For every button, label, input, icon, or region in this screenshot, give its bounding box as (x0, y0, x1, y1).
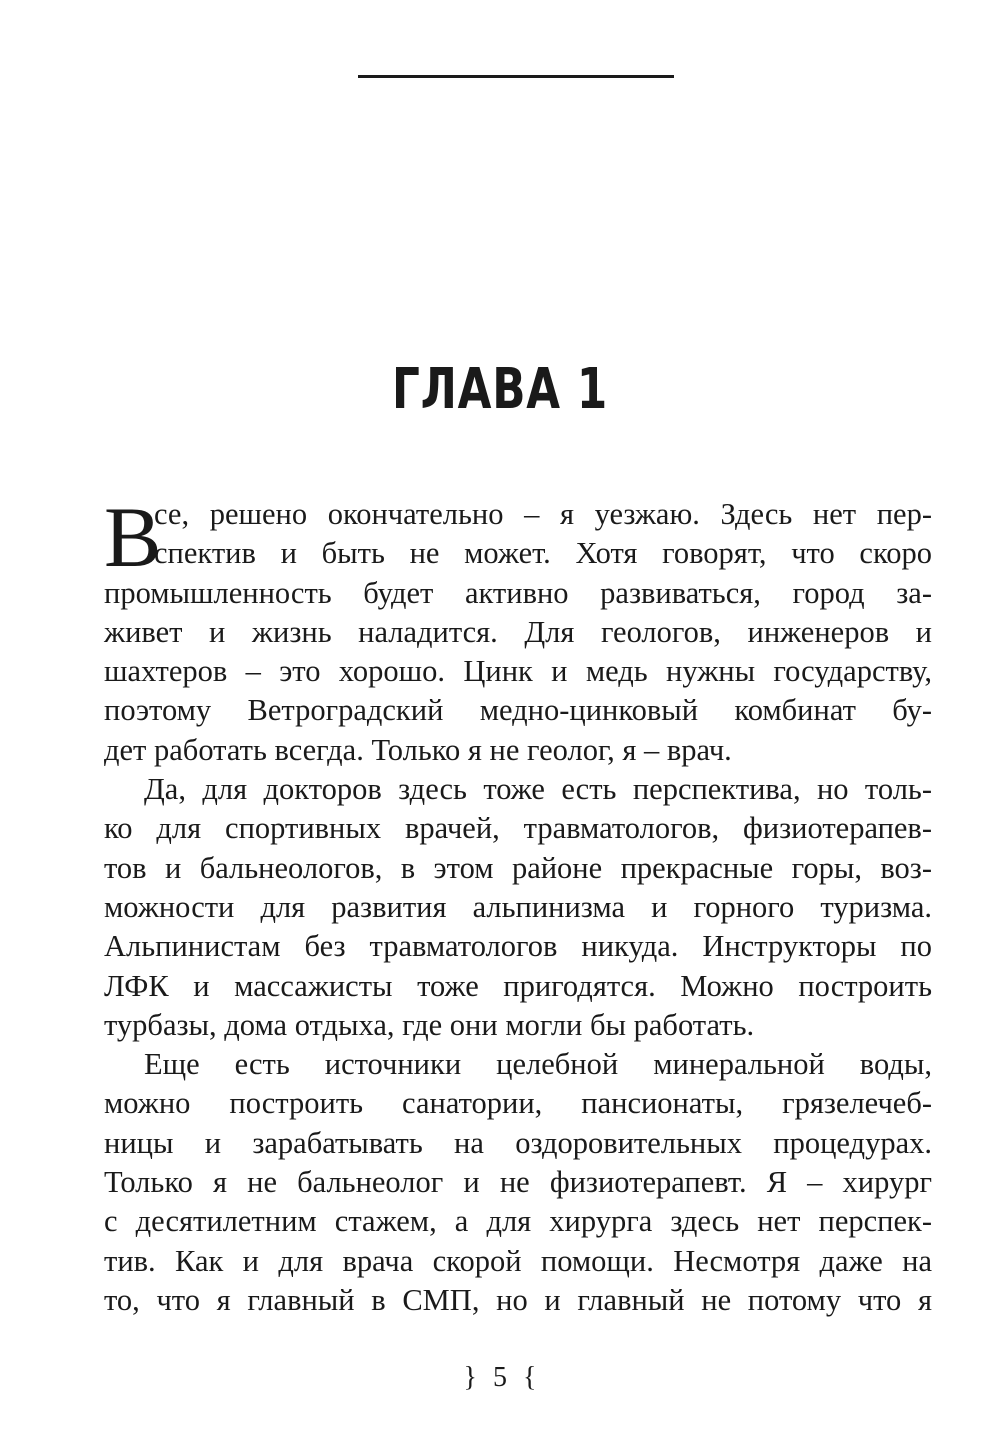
text-line: ЛФК и массажисты тоже пригодятся. Можно построить (104, 968, 932, 1003)
text-line: ницы и зарабатывать на оздоровительных процедурах. (104, 1125, 932, 1160)
drop-cap: В (104, 489, 162, 585)
folio-left-mark: } (463, 1362, 477, 1393)
text-line: шахтеров – это хорошо. Цинк и медь нужны государству, (104, 654, 932, 689)
page-number (0, 1362, 1000, 1394)
text-line: с десятилетним стажем, а для хирурга здесь нет перспек- (104, 1204, 932, 1239)
text-line: можно построить санатории, пансионаты, грязелечеб- (104, 1086, 932, 1121)
text-line: тов и бальнеологов, в этом районе прекрасные горы, воз- (104, 850, 932, 885)
text-line: Еще есть источники целебной минеральной воды, (144, 1047, 932, 1082)
text-line: то, что я главный в СМП, но и главный не потому что я (104, 1282, 932, 1317)
text-line: живет и жизнь наладится. Для геологов, инженеров и (104, 614, 932, 649)
text-line: дет работать всегда. Только я не геолог, я – врач. (104, 732, 732, 767)
text-line: Альпинистам без травматологов никуда. Инструкторы по (104, 929, 932, 964)
text-line: Только я не бальнеолог и не физиотерапевт. Я – хирург (104, 1165, 932, 1200)
text-line: промышленность будет активно развиваться, город за- (104, 575, 932, 610)
text-line: спектив и быть не может. Хотя говорят, что скоро (154, 536, 932, 571)
folio-number: 5 (493, 1362, 507, 1393)
text-line: поэтому Ветроградский медно-цинковый комбинат бу- (104, 693, 932, 728)
text-line: Да, для докторов здесь тоже есть перспектива, но толь- (144, 772, 932, 807)
text-line: тив. Как и для врача скорой помощи. Несмотря даже на (104, 1243, 932, 1278)
top-rule (358, 75, 674, 78)
text-line: ко для спортивных врачей, травматологов, физиотерапев- (104, 811, 932, 846)
text-line: можности для развития альпинизма и горного туризма. (104, 889, 932, 924)
text-line: се, решено окончательно – я уезжаю. Здесь нет пер- (154, 497, 932, 531)
text-line: турбазы, дома отдыха, где они могли бы работать. (104, 1007, 755, 1042)
folio-right-mark: { (523, 1362, 537, 1393)
chapter-text (104, 489, 932, 1320)
chapter-title: ГЛАВА 1 (391, 357, 609, 422)
